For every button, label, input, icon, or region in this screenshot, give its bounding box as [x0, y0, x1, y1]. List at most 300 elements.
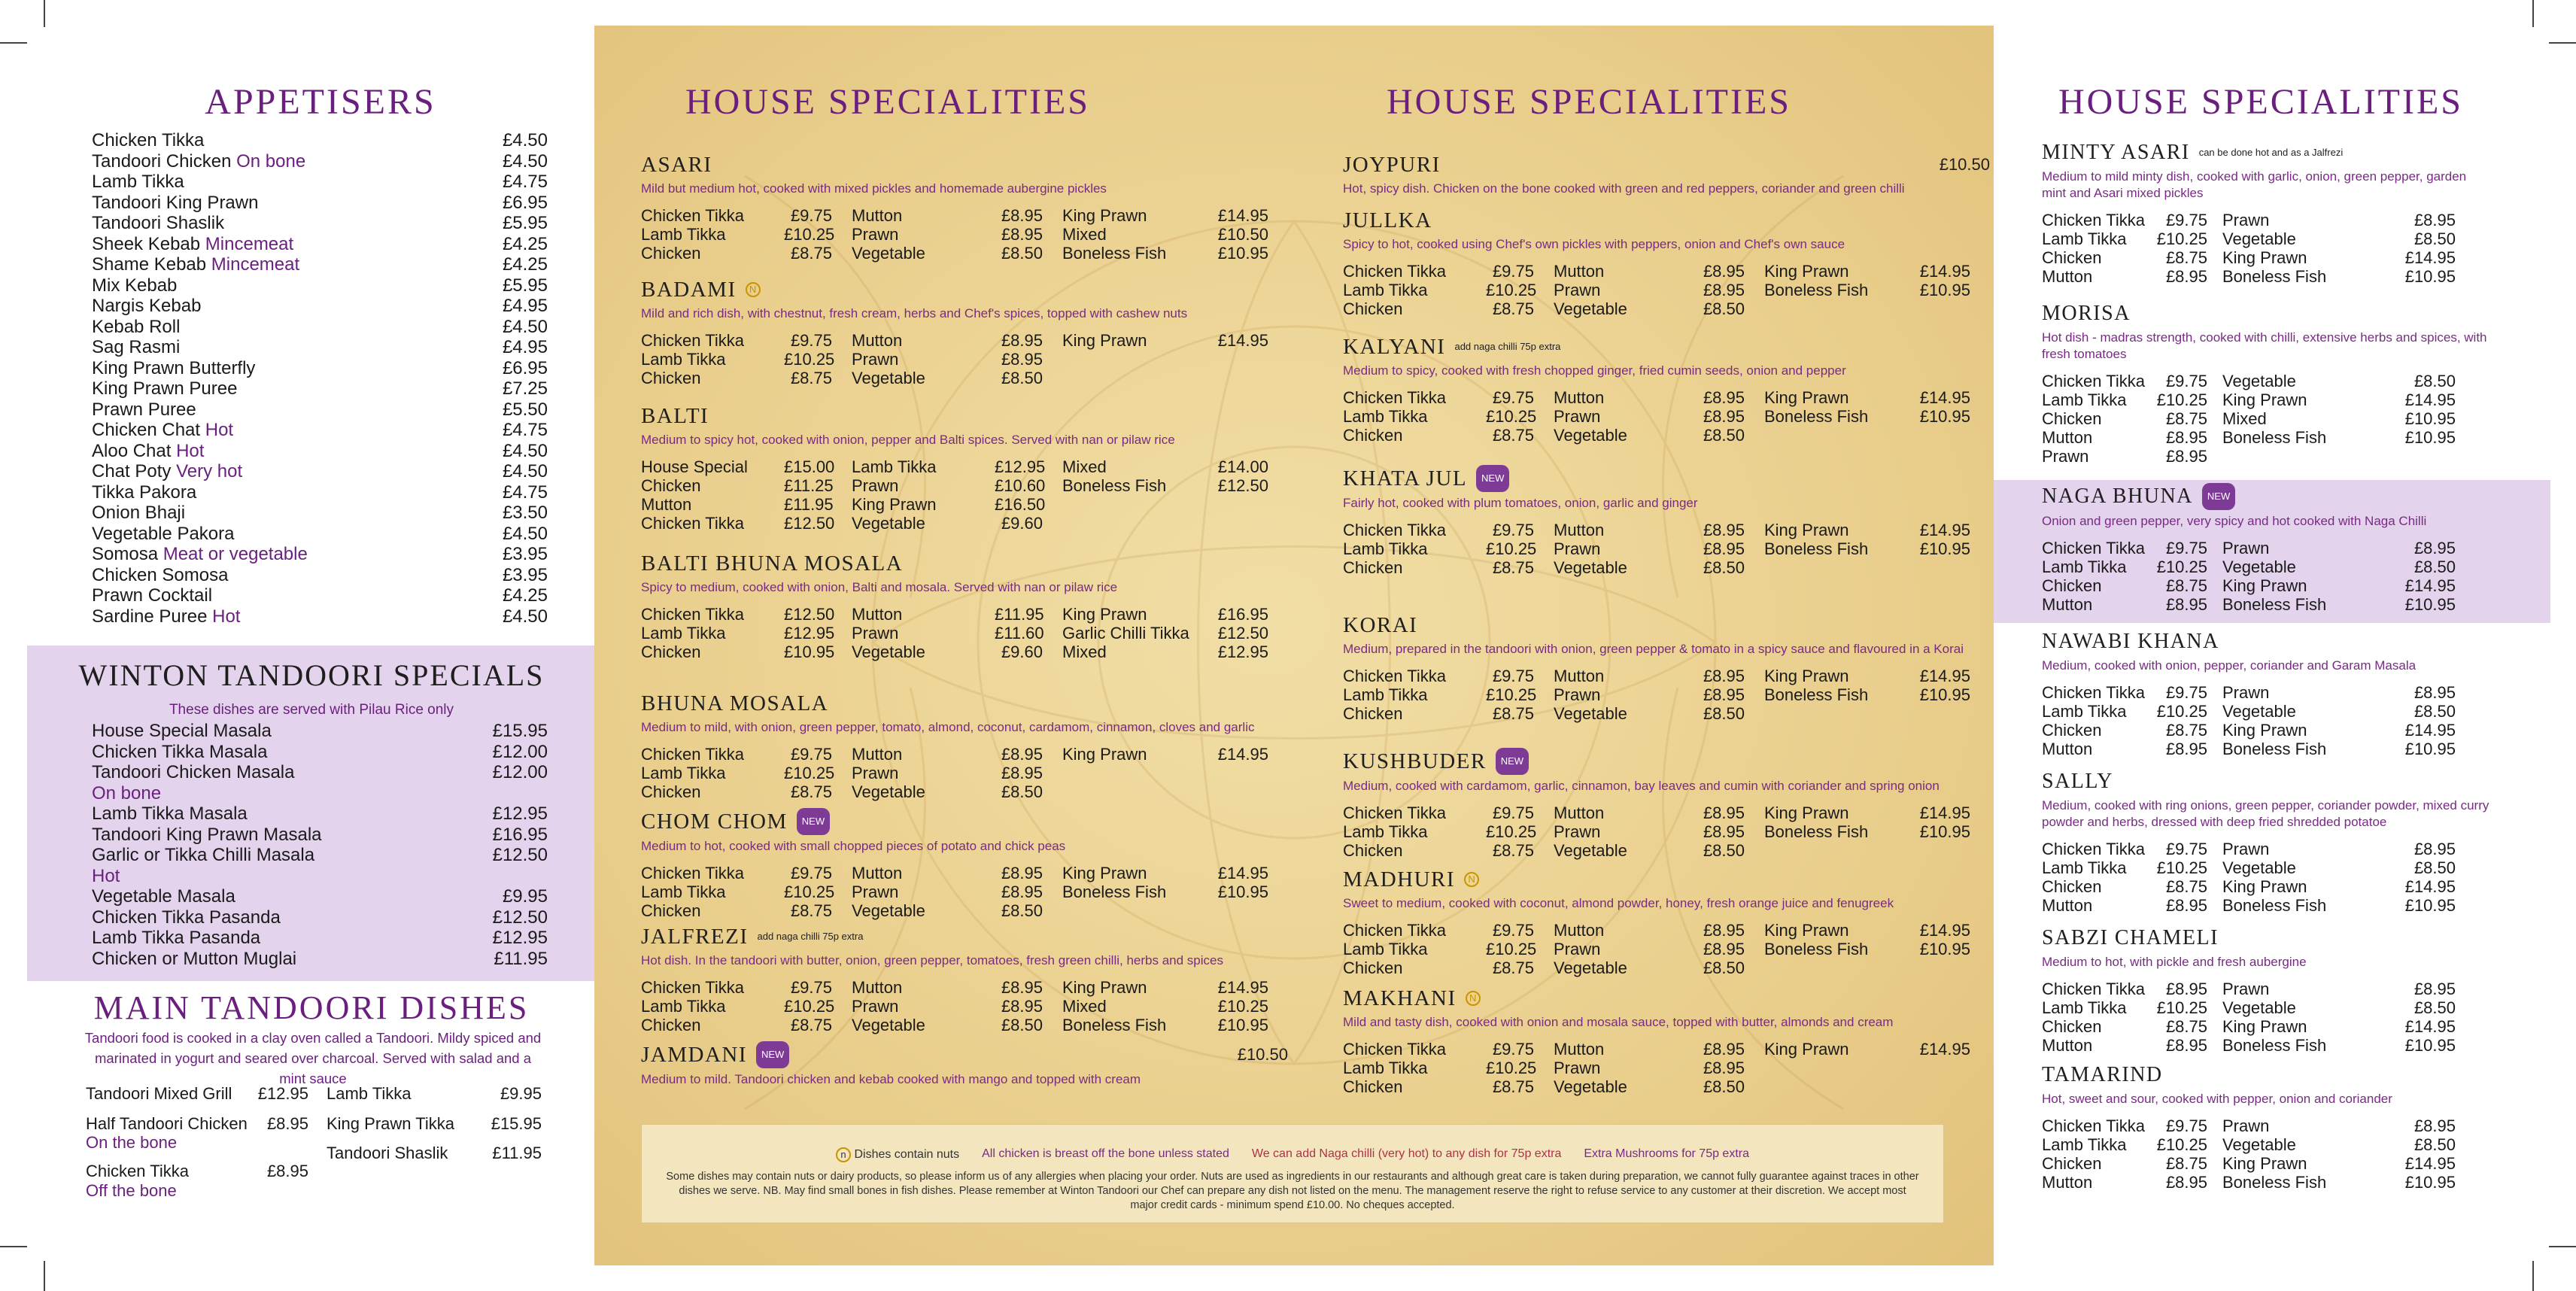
option-cell: Mutton: [1554, 388, 1605, 407]
dish-title: [2042, 483, 2493, 510]
option-cell: Chicken Tikka: [1343, 521, 1446, 539]
price-cell: £10.25: [784, 225, 835, 244]
item-price: £15.95: [492, 721, 548, 741]
option-cell: Vegetable: [2222, 372, 2296, 390]
option-cell: Chicken Tikka: [641, 864, 744, 882]
price-cell: £8.50: [1703, 958, 1745, 977]
dish-name: BADAMI: [641, 278, 737, 302]
dish-name: MINTY ASARI: [2042, 141, 2190, 164]
price-grid: [2042, 211, 2493, 286]
price-cell: £8.50: [1001, 782, 1043, 801]
option-cell: Chicken: [1343, 958, 1403, 977]
item-label: Chicken Tikka: [92, 130, 205, 150]
item-name: [92, 399, 196, 421]
menu-item: [86, 1161, 308, 1182]
item-label: Chicken Chat: [92, 420, 201, 440]
price-cell: £8.95: [1001, 331, 1043, 350]
option-cell: Prawn: [1554, 539, 1601, 558]
price-cell: £9.75: [790, 206, 832, 225]
option-cell: Prawn: [2042, 447, 2089, 466]
crop-mark: [2549, 42, 2576, 44]
price-cell: £12.95: [784, 624, 835, 642]
price-cell: £10.25: [2156, 998, 2207, 1017]
option-cell: Mutton: [852, 206, 903, 225]
option-cell: Boneless Fish: [2222, 267, 2327, 286]
price-cell: £16.95: [1217, 605, 1268, 624]
item-label: Tandoori Chicken Masala: [92, 762, 295, 782]
dish-name: JAMDANI: [641, 1043, 747, 1067]
price-cell: £14.95: [1217, 864, 1268, 882]
price-cell: £8.95: [1001, 350, 1043, 369]
option-cell: Prawn: [1554, 822, 1601, 841]
price-cell: £8.50: [1703, 426, 1745, 445]
item-price: £4.75: [502, 481, 548, 503]
house-right-dishes: [1343, 26, 1990, 1109]
item-price: £16.95: [492, 824, 548, 845]
option-cell: Prawn: [852, 764, 899, 782]
price-cell: [1907, 558, 1990, 577]
price-cell: £8.95: [2165, 595, 2207, 614]
dish-title: [1343, 748, 1990, 775]
dish-description: Medium to hot, cooked with small chopped pieces of potato and chick peas: [641, 839, 1066, 853]
price-cell: £8.50: [2413, 557, 2456, 576]
dish-title: [1343, 334, 1990, 360]
item-price: £4.95: [502, 337, 548, 357]
menu-item: [92, 845, 548, 866]
price-cell: £8.50: [2413, 372, 2456, 390]
item-price: £4.75: [502, 172, 548, 192]
crop-mark: [0, 42, 27, 44]
item-price: £12.95: [257, 1084, 308, 1103]
item-name: [92, 907, 281, 928]
price-cell: £8.50: [1001, 244, 1043, 263]
option-cell: Mutton: [2042, 428, 2093, 447]
menu-item: [92, 565, 548, 586]
price-grid: [2042, 539, 2493, 614]
nut-icon: N: [1464, 872, 1479, 887]
item-label: Lamb Tikka: [92, 172, 184, 192]
option-cell: Chicken: [641, 244, 701, 263]
new-badge: NEW: [756, 1041, 789, 1068]
price-cell: £8.95: [1703, 521, 1745, 539]
item-name: Half Tandoori Chicken: [86, 1113, 248, 1133]
dish-description: Medium to hot, with pickle and fresh aubergine: [2042, 955, 2307, 969]
price-cell: £8.50: [1001, 1016, 1043, 1034]
item-label: Lamb Tikka: [327, 1084, 412, 1103]
option-cell: Chicken: [641, 782, 701, 801]
disclaimer-text: Some dishes may contain nuts or dairy products, so please inform us of any allergies when placing your order. Nuts are used as ingredients in our restaurants and although great care is taken during preparation, we cannot fully guarantee against traces in other dishes we serve. NB. May find small bones in fish dishes. Please remember at Winton Tandoori our Chef can prepare any dish not listed on the menu. The management reserve the right to refuse service to any customer at their discretion. We accept most major credit cards - minimum spend £10.00. No cheques accepted.: [666, 1171, 1919, 1211]
price-grid: [641, 745, 1288, 801]
dish-description: Spicy to hot, cooked using Chef's own pickles with peppers, onion and Chef's own sauce: [1343, 237, 1845, 251]
item-qualifier: Mincemeat: [211, 254, 300, 275]
dish-description: Hot dish - madras strength, cooked with chilli, extensive herbs and spices, with fresh tomatoes: [2042, 330, 2487, 361]
price-cell: £9.75: [2165, 211, 2207, 229]
option-cell: Vegetable: [852, 514, 925, 533]
option-cell: Vegetable: [2222, 998, 2296, 1017]
dish-title: [641, 403, 1288, 429]
option-cell: Vegetable: [852, 369, 925, 387]
menu-item: [92, 130, 548, 151]
option-cell: Chicken: [1343, 426, 1403, 445]
menu-item: [92, 503, 548, 524]
option-cell: King Prawn: [1764, 388, 1849, 407]
price-cell: £8.75: [2165, 877, 2207, 896]
item-name: [92, 275, 177, 296]
menu-item: [92, 378, 548, 399]
option-cell: Vegetable: [2222, 858, 2296, 877]
option-cell: Chicken: [641, 901, 701, 920]
dish-name: JALFREZI: [641, 925, 749, 949]
dish-block: [641, 152, 1288, 263]
item-name: [92, 949, 296, 970]
tandoori-item: [86, 1083, 308, 1104]
dish-block: [641, 403, 1288, 533]
option-cell: [1062, 350, 1205, 369]
menu-item: [92, 544, 548, 565]
option-cell: Prawn: [2222, 840, 2270, 858]
dish-title: [2042, 140, 2493, 166]
option-cell: [2222, 447, 2358, 466]
price-cell: £8.50: [1703, 299, 1745, 318]
dish-description: Sweet to medium, cooked with coconut, almond powder, honey, fresh orange juice and fenugreek: [1343, 896, 1894, 910]
price-cell: £9.75: [2165, 1116, 2207, 1135]
price-cell: £9.75: [2165, 539, 2207, 557]
item-price: £4.50: [502, 150, 548, 172]
option-cell: [1764, 1077, 1907, 1096]
price-cell: £8.75: [1492, 558, 1534, 577]
price-cell: £8.95: [1703, 822, 1745, 841]
nuts-legend: [836, 1147, 959, 1162]
item-name: Tandoori Mixed Grill: [86, 1084, 232, 1103]
price-cell: £9.75: [1492, 803, 1534, 822]
price-cell: £10.25: [1486, 407, 1537, 426]
option-cell: Chicken Tikka: [1343, 262, 1446, 281]
option-cell: Vegetable: [1554, 958, 1627, 977]
menu-item: [92, 762, 548, 783]
item-name: [92, 461, 242, 482]
price-cell: £8.95: [1703, 685, 1745, 704]
price-cell: £8.75: [1492, 958, 1534, 977]
option-cell: Chicken Tikka: [2042, 539, 2145, 557]
price-cell: £10.25: [1486, 685, 1537, 704]
price-grid: [641, 457, 1288, 533]
dish-title: [2042, 769, 2493, 794]
dish-description: Medium to spicy, cooked with fresh chopped ginger, fried cumin seeds, onion and pepper: [1343, 363, 1846, 378]
menu-item: [92, 234, 548, 255]
option-cell: Prawn: [852, 350, 899, 369]
item-price: £6.95: [502, 357, 548, 378]
price-cell: £8.95: [2413, 840, 2456, 858]
price-cell: £10.95: [2404, 1173, 2456, 1192]
price-cell: £10.95: [2404, 409, 2456, 428]
price-grid: [1343, 667, 1990, 723]
item-label: Shame Kebab: [92, 254, 207, 275]
option-cell: Vegetable: [1554, 558, 1627, 577]
option-cell: Vegetable: [1554, 299, 1627, 318]
item-label: Prawn Puree: [92, 399, 196, 420]
dish-name: JULLKA: [1343, 208, 1432, 232]
dish-block: [641, 277, 1288, 387]
price-cell: £9.75: [1492, 521, 1534, 539]
option-cell: Chicken: [2042, 721, 2102, 740]
option-cell: Chicken: [1343, 299, 1403, 318]
option-cell: Chicken: [2042, 248, 2102, 267]
price-cell: £8.95: [1703, 803, 1745, 822]
price-cell: £8.50: [1703, 1077, 1745, 1096]
menu-item: [92, 825, 548, 846]
option-cell: Lamb Tikka: [641, 882, 726, 901]
price-cell: £14.95: [2404, 576, 2456, 595]
price-cell: £8.95: [2413, 1116, 2456, 1135]
dish-description: Medium to spicy hot, cooked with onion, pepper and Balti spices. Served with nan or pilaw rice: [641, 433, 1175, 447]
option-cell: [1764, 704, 1907, 723]
price-grid: [2042, 840, 2493, 915]
dish-name: KUSHBUDER: [1343, 749, 1487, 773]
item-qualifier: On the bone: [86, 1133, 178, 1152]
dish-name: KHATA JUL: [1343, 466, 1468, 491]
menu-item: [327, 1143, 542, 1164]
menu-item: [92, 783, 548, 804]
dish-title: [2042, 629, 2493, 655]
option-cell: House Special: [641, 457, 748, 476]
price-cell: £10.95: [2404, 595, 2456, 614]
dish-description: Medium to mild, with onion, green pepper, tomato, almond, coconut, cardamom, cinnamon, cloves and garlic: [641, 720, 1255, 734]
menu-item: [92, 358, 548, 379]
option-cell: Chicken: [1343, 841, 1403, 860]
dish-title: [641, 551, 1288, 576]
price-cell: £9.60: [1001, 642, 1043, 661]
dish-price: £10.50: [1939, 155, 1990, 174]
option-cell: Chicken: [1343, 704, 1403, 723]
item-label: Chicken Tikka Pasanda: [92, 907, 281, 928]
dish-block: [1343, 867, 1990, 977]
menu-item: [92, 585, 548, 606]
option-cell: [1764, 299, 1907, 318]
option-cell: Mutton: [852, 331, 903, 350]
price-cell: £10.25: [1486, 1059, 1537, 1077]
dish-name: BALTI: [641, 404, 709, 428]
price-cell: £8.75: [790, 369, 832, 387]
item-label: House Special Masala: [92, 721, 272, 741]
item-qualifier: Hot: [176, 440, 205, 461]
price-cell: £11.25: [784, 476, 834, 495]
tandoori-title: MAIN TANDOORI DISHES: [93, 989, 530, 1026]
option-cell: Vegetable: [852, 901, 925, 920]
item-price: £8.95: [266, 1113, 308, 1133]
menu-item: [92, 461, 548, 482]
dish-description: Hot dish. In the tandoori with butter, onion, green pepper, tomatoes, fresh green chilli, herbs and spices: [641, 953, 1223, 967]
option-cell: Mutton: [1554, 262, 1605, 281]
price-cell: [1907, 1077, 1990, 1096]
nut-icon: N: [746, 282, 761, 297]
menu-item: [92, 482, 548, 503]
menu-item: [92, 275, 548, 296]
dish-block: [1343, 334, 1990, 445]
option-cell: Vegetable: [2222, 229, 2296, 248]
option-cell: Mixed: [1062, 997, 1107, 1016]
item-price: £3.95: [502, 564, 548, 585]
item-label: King Prawn Butterfly: [92, 357, 256, 378]
option-cell: Mixed: [2222, 409, 2267, 428]
item-price: £12.00: [492, 741, 548, 762]
new-badge: NEW: [797, 808, 830, 835]
option-cell: Prawn: [852, 476, 899, 495]
nut-icon: n: [836, 1147, 851, 1162]
price-cell: £8.95: [1001, 864, 1043, 882]
breast-note: All chicken is breast off the bone unless stated: [982, 1147, 1229, 1160]
price-cell: £8.95: [2165, 447, 2207, 466]
price-grid: [641, 864, 1288, 920]
price-cell: [1907, 426, 1990, 445]
option-cell: Chicken: [2042, 409, 2102, 428]
price-cell: £8.95: [1001, 882, 1043, 901]
price-cell: £8.95: [2165, 740, 2207, 758]
item-label: King Prawn Tikka: [327, 1113, 454, 1133]
option-cell: Chicken Tikka: [641, 745, 744, 764]
right-column-dishes: [1994, 0, 2550, 1291]
dish-title: [641, 1041, 1288, 1068]
option-cell: [1764, 426, 1907, 445]
tandoori-item: [86, 1161, 308, 1200]
item-name: [92, 213, 224, 234]
item-price: £4.75: [502, 420, 548, 440]
price-cell: £10.95: [1919, 407, 1970, 426]
price-cell: £8.50: [2413, 858, 2456, 877]
option-cell: Mutton: [852, 864, 903, 882]
option-cell: Lamb Tikka: [641, 997, 726, 1016]
option-cell: Mutton: [852, 745, 903, 764]
option-cell: Lamb Tikka: [1343, 822, 1428, 841]
price-cell: £8.95: [1001, 997, 1043, 1016]
item-price: £11.95: [494, 948, 548, 969]
menu-item: [92, 193, 548, 214]
dish-block: [641, 691, 1288, 801]
price-cell: £10.25: [784, 350, 835, 369]
menu-item: [92, 742, 548, 763]
price-cell: £10.25: [2156, 229, 2207, 248]
price-cell: £14.95: [1217, 206, 1268, 225]
dish-block: [2042, 769, 2493, 915]
price-cell: £8.95: [1703, 667, 1745, 685]
item-name: [92, 172, 184, 193]
option-cell: Mutton: [1554, 667, 1605, 685]
item-name: [92, 317, 180, 338]
option-cell: Chicken: [1343, 1077, 1403, 1096]
item-name: [92, 845, 314, 866]
footer-notes: [642, 1147, 1943, 1162]
item-name: [92, 565, 228, 586]
item-label: Vegetable Pakora: [92, 523, 235, 544]
option-cell: Prawn: [1554, 407, 1601, 426]
option-cell: [1062, 495, 1205, 514]
right-column: [1994, 0, 2550, 1291]
option-cell: Boneless Fish: [1062, 244, 1167, 263]
item-label: Prawn Cocktail: [92, 585, 213, 606]
item-price: £4.25: [502, 233, 548, 254]
option-cell: King Prawn: [1062, 206, 1147, 225]
menu-item: [92, 296, 548, 317]
price-cell: £8.95: [2413, 211, 2456, 229]
item-price: £4.50: [502, 523, 548, 544]
dish-name: SALLY: [2042, 770, 2113, 793]
price-cell: £8.75: [1492, 704, 1534, 723]
dish-block: [2042, 301, 2493, 466]
menu-item: [92, 441, 548, 462]
option-cell: Mutton: [1554, 521, 1605, 539]
item-name: [92, 358, 255, 379]
option-cell: Boneless Fish: [1062, 1016, 1167, 1034]
price-cell: [1205, 514, 1288, 533]
option-cell: Boneless Fish: [2222, 1173, 2327, 1192]
item-label: Sardine Puree: [92, 606, 208, 627]
option-cell: [1764, 1059, 1907, 1077]
option-cell: [1062, 901, 1205, 920]
item-price: £12.95: [492, 928, 548, 948]
price-cell: [1205, 901, 1288, 920]
dish-title: [1343, 867, 1990, 892]
option-cell: Chicken Tikka: [641, 331, 744, 350]
option-cell: Vegetable: [852, 1016, 925, 1034]
option-cell: Lamb Tikka: [641, 764, 726, 782]
option-cell: Chicken: [2042, 877, 2102, 896]
option-cell: Boneless Fish: [2222, 428, 2327, 447]
dish-title: [2042, 1062, 2493, 1088]
option-cell: Mutton: [1554, 1040, 1605, 1059]
winton-specials-section: [27, 646, 596, 981]
option-cell: Boneless Fish: [1062, 476, 1167, 495]
option-cell: Chicken: [641, 642, 701, 661]
option-cell: Chicken Tikka: [2042, 372, 2145, 390]
option-cell: Mutton: [2042, 1036, 2093, 1055]
price-cell: £8.95: [1001, 225, 1043, 244]
menu-item: [86, 1113, 308, 1135]
menu-item: [92, 213, 548, 234]
item-label: Tandoori King Prawn Masala: [92, 824, 322, 845]
option-cell: Chicken: [641, 369, 701, 387]
price-cell: £14.95: [2404, 390, 2456, 409]
option-cell: Chicken Tikka: [641, 514, 744, 533]
price-cell: [2358, 447, 2456, 466]
item-price: £9.95: [502, 886, 548, 907]
item-name: [92, 866, 120, 887]
dish-name: NAGA BHUNA: [2042, 485, 2193, 508]
option-cell: Prawn: [2222, 1116, 2270, 1135]
price-grid: [2042, 1116, 2493, 1192]
item-name: [92, 524, 234, 545]
option-cell: Chicken Tikka: [641, 605, 744, 624]
option-cell: Mutton: [2042, 740, 2093, 758]
dish-block: [2042, 629, 2493, 758]
item-price: £8.95: [266, 1162, 308, 1180]
naga-note: We can add Naga chilli (very hot) to any dish for 75p extra: [1251, 1147, 1562, 1160]
dish-description: Medium to mild. Tandoori chicken and kebab cooked with mango and topped with cream: [641, 1072, 1141, 1086]
price-grid: [1343, 921, 1990, 977]
price-cell: [1205, 782, 1288, 801]
price-cell: £8.75: [2165, 248, 2207, 267]
price-cell: £14.95: [1919, 388, 1970, 407]
price-cell: £10.25: [1486, 940, 1537, 958]
option-cell: Mutton: [2042, 1173, 2093, 1192]
option-cell: King Prawn: [2222, 390, 2307, 409]
item-price: £12.00: [492, 762, 548, 782]
dish-description: Fairly hot, cooked with plum tomatoes, onion, garlic and ginger: [1343, 496, 1698, 510]
option-cell: Lamb Tikka: [641, 225, 726, 244]
dish-title: [2042, 301, 2493, 327]
item-label: Aloo Chat: [92, 440, 172, 461]
option-cell: King Prawn: [1764, 262, 1849, 281]
item-name: [92, 783, 161, 804]
price-cell: £8.95: [1703, 539, 1745, 558]
